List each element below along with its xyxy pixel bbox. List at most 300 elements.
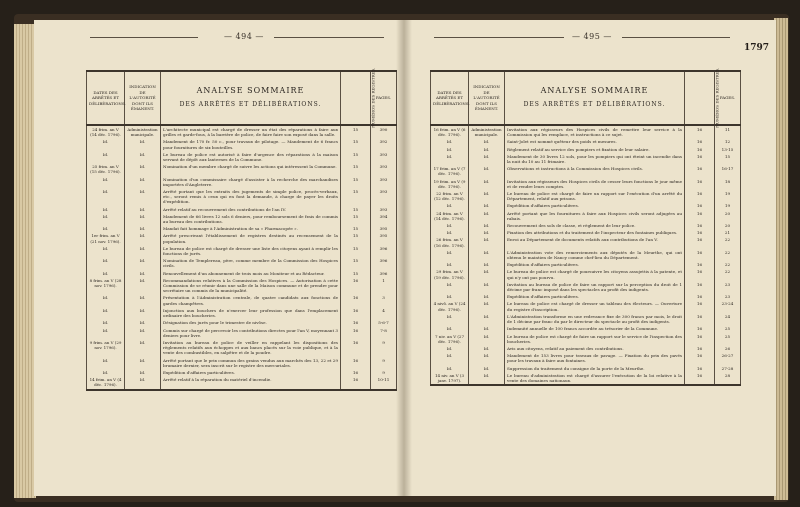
row-date: 19 frim. an V (9 déc. 1796). bbox=[431, 178, 469, 190]
row-numero: 16 bbox=[685, 165, 715, 177]
row-date: Id. bbox=[87, 369, 125, 376]
row-date: Id. bbox=[431, 229, 469, 236]
row-numero: 16 bbox=[685, 365, 715, 372]
row-analysis: Commis sur chargé de percevoir les contributions directes pour l'an V, moyennant 3 deniers pour livre. bbox=[161, 327, 341, 339]
row-analysis: Mandat fait hommage à l'Administration de sa « Pharmacopée ». bbox=[161, 225, 341, 232]
row-authority: Administration municipale. bbox=[125, 125, 161, 138]
row-date: Id. bbox=[431, 261, 469, 268]
analyse-line-2: DES ARRÊTÉS ET DÉLIBÉRATIONS. bbox=[523, 101, 666, 108]
row-numero: 16 bbox=[685, 281, 715, 293]
row-page: 396 bbox=[371, 257, 397, 269]
row-page: 22 bbox=[715, 236, 741, 248]
row-numero: 16 bbox=[341, 319, 371, 326]
row-authority: Id. bbox=[125, 232, 161, 244]
row-analysis: Le bureau d'administration est chargé d'assurer l'exécution de la loi relative à la vente des domaines nationaux. bbox=[505, 372, 685, 385]
table-row bbox=[431, 365, 741, 372]
table-row bbox=[87, 225, 397, 232]
row-page: 13-15 bbox=[715, 146, 741, 153]
row-authority: Id. bbox=[125, 245, 161, 257]
header-rule-right bbox=[274, 37, 384, 38]
row-authority: Id. bbox=[125, 319, 161, 326]
row-authority: Id. bbox=[125, 176, 161, 188]
table-row bbox=[87, 163, 397, 175]
row-numero: 15 bbox=[341, 206, 371, 213]
right-page bbox=[404, 20, 776, 496]
row-page: 23 bbox=[715, 293, 741, 300]
row-page: 16-17 bbox=[715, 165, 741, 177]
row-date: 9 frim. an V (29 nov. 1796). bbox=[87, 339, 125, 357]
row-analysis: Expédition d'affaires particulières. bbox=[505, 202, 685, 209]
row-numero: 16 bbox=[685, 146, 715, 153]
row-date: Id. bbox=[431, 293, 469, 300]
row-numero: 15 bbox=[341, 163, 371, 175]
row-date: Id. bbox=[431, 345, 469, 352]
row-date: Id. bbox=[87, 307, 125, 319]
row-page: 20 bbox=[715, 210, 741, 222]
row-date: Id. bbox=[87, 319, 125, 326]
table-row bbox=[87, 319, 397, 326]
row-numero: 15 bbox=[341, 151, 371, 163]
row-numero: 15 bbox=[341, 245, 371, 257]
row-page: 4 bbox=[371, 307, 397, 319]
right-page-number: — 495 — bbox=[572, 32, 612, 41]
row-page: 9 bbox=[371, 339, 397, 357]
row-analysis: Le bureau de police est autorisé à faire d'urgence des réparations à la maison servant de dépôt aux lanternes de la Commune. bbox=[161, 151, 341, 163]
row-numero: 16 bbox=[341, 307, 371, 319]
row-numero: 16 bbox=[341, 277, 371, 295]
row-date: Id. bbox=[431, 313, 469, 325]
row-numero: 16 bbox=[685, 153, 715, 165]
table-row bbox=[431, 261, 741, 268]
table-row bbox=[87, 294, 397, 306]
row-analysis: Arrêté relatif à la réparation du matériel d'incendie. bbox=[161, 376, 341, 389]
right-register-table bbox=[430, 67, 741, 386]
row-analysis: Règlement relatif au service des pompiers et fixation de leur salaire. bbox=[505, 146, 685, 153]
row-date: 29 frim. an V (19 déc. 1796). bbox=[431, 268, 469, 280]
row-authority: Id. bbox=[469, 325, 505, 332]
row-page: 1 bbox=[371, 277, 397, 295]
row-numero: 16 bbox=[341, 357, 371, 369]
row-analysis: L'architecte municipal est chargé de dresser un état des réparations à faire aux grilles et garde-fous, à la barrière de police, de faire faire son exposé dans la salle. bbox=[161, 125, 341, 138]
row-date: Id. bbox=[431, 281, 469, 293]
row-numero: 15 bbox=[341, 138, 371, 150]
row-analysis: Invitation aux régisseurs des Hospices civils de cesser leurs fonctions le jour même et de rendre leurs comptes. bbox=[505, 178, 685, 190]
table-row bbox=[431, 236, 741, 248]
row-page: 23-24 bbox=[715, 300, 741, 312]
row-date: 1er frim. an V (21 nov. 1796). bbox=[87, 232, 125, 244]
row-date: 14 niv. an V (3 janv. 1797). bbox=[431, 372, 469, 385]
row-page: 9 bbox=[371, 369, 397, 376]
row-numero: 16 bbox=[685, 125, 715, 138]
col-header-dates: DATES DES ARRÊTÉS ET DÉLIBÉRATIONS. bbox=[431, 71, 469, 125]
row-numero: 15 bbox=[341, 176, 371, 188]
row-page: 15 bbox=[715, 153, 741, 165]
row-authority: Id. bbox=[125, 369, 161, 376]
row-page: 393 bbox=[371, 176, 397, 188]
table-row bbox=[431, 190, 741, 202]
row-date: Id. bbox=[87, 357, 125, 369]
row-analysis: Recouvrement des sols de classe, et règlement de leur police. bbox=[505, 222, 685, 229]
row-numero: 16 bbox=[685, 261, 715, 268]
header-rule-left bbox=[90, 37, 198, 38]
table-row bbox=[431, 345, 741, 352]
row-analysis: Mandement de 66 livres 12 sols 6 deniers, pour remboursement de frais de commis au bureau des contributions. bbox=[161, 213, 341, 225]
row-page: 390 bbox=[371, 125, 397, 138]
table-row bbox=[431, 138, 741, 145]
col-header-numeros: NUMÉROS DES REGISTRES. bbox=[685, 71, 715, 125]
row-page: 5-6-7 bbox=[371, 319, 397, 326]
row-date: Id. bbox=[87, 225, 125, 232]
header-rule-left bbox=[434, 37, 564, 38]
col-header-pages: PAGES. bbox=[371, 71, 397, 125]
row-authority: Id. bbox=[125, 376, 161, 389]
row-page: 9 bbox=[371, 357, 397, 369]
col-header-pages: PAGES. bbox=[715, 71, 741, 125]
row-date: 26 frim. an V (16 déc. 1796). bbox=[431, 236, 469, 248]
row-authority: Id. bbox=[125, 163, 161, 175]
row-numero: 16 bbox=[685, 268, 715, 280]
table-row bbox=[87, 257, 397, 269]
row-authority: Id. bbox=[125, 138, 161, 150]
row-numero: 16 bbox=[685, 372, 715, 385]
analyse-line-2: DES ARRÊTÉS ET DÉLIBÉRATIONS. bbox=[179, 101, 322, 108]
analyse-line-1: ANALYSE SOMMAIRE bbox=[196, 86, 305, 95]
col-header-analyse bbox=[505, 71, 685, 125]
row-numero: 16 bbox=[341, 376, 371, 389]
row-numero: 16 bbox=[341, 294, 371, 306]
left-page-number: — 494 — bbox=[224, 32, 264, 41]
row-page: 393 bbox=[371, 188, 397, 206]
row-numero: 15 bbox=[341, 125, 371, 138]
table-row bbox=[87, 277, 397, 295]
row-numero: 16 bbox=[341, 327, 371, 339]
row-authority: Id. bbox=[469, 229, 505, 236]
table-row bbox=[431, 210, 741, 222]
table-row bbox=[431, 165, 741, 177]
table-row bbox=[87, 376, 397, 389]
row-page: 24 bbox=[715, 313, 741, 325]
col-header-indication: INDICATION DE L'AUTORITÉ DONT ILS ÉMANENT. bbox=[125, 71, 161, 125]
table-row bbox=[87, 206, 397, 213]
table-row bbox=[431, 229, 741, 236]
row-analysis: Arrêté relatif au recouvrement des contributions de l'an IV. bbox=[161, 206, 341, 213]
row-authority: Id. bbox=[125, 327, 161, 339]
row-date: 4 nivô. an V (24 déc. 1796). bbox=[431, 300, 469, 312]
row-date: 24 frim. an V (14 déc. 1796). bbox=[431, 210, 469, 222]
row-page: 26 bbox=[715, 345, 741, 352]
row-analysis: Invitation au bureau de police de faire un rapport sur la perception du droit de 1 décime par franc imposé dans les spectacles au profit des indigents. bbox=[505, 281, 685, 293]
sheet-number: 1797 bbox=[744, 43, 770, 53]
row-page: 7-8 bbox=[371, 327, 397, 339]
row-authority: Administration municipale. bbox=[469, 125, 505, 138]
table-row bbox=[431, 222, 741, 229]
row-analysis: Arrêté prescrivant l'établissement de registres destinés au recensement de la population. bbox=[161, 232, 341, 244]
row-analysis: Le bureau de police est chargé de faire un rapport sur le service de l'inspection des boucheries. bbox=[505, 333, 685, 345]
row-numero: 15 bbox=[341, 270, 371, 277]
table-row bbox=[431, 202, 741, 209]
row-page: 393 bbox=[371, 206, 397, 213]
table-row bbox=[87, 151, 397, 163]
row-numero: 16 bbox=[685, 222, 715, 229]
row-analysis: Désignation des jurés pour le trimestre de nivôse. bbox=[161, 319, 341, 326]
table-row bbox=[431, 268, 741, 280]
row-analysis: Fixation des attributions et du traitement de l'inspecteur des fontaines publiques. bbox=[505, 229, 685, 236]
row-numero: 16 bbox=[685, 202, 715, 209]
row-numero: 15 bbox=[341, 188, 371, 206]
row-date: 25 frim. an V (15 déc. 1796). bbox=[87, 163, 125, 175]
table-row bbox=[431, 249, 741, 261]
row-authority: Id. bbox=[469, 281, 505, 293]
row-authority: Id. bbox=[469, 333, 505, 345]
row-date: 22 frim. an V (12 déc. 1796). bbox=[431, 190, 469, 202]
row-numero: 16 bbox=[685, 325, 715, 332]
row-page: 3 bbox=[371, 294, 397, 306]
table-row bbox=[431, 146, 741, 153]
row-analysis: Arrêté portant que le prix commun des grains vendus aux marchés des 13, 22 et 29 brumaire dernier, sera inscrit sur le registre des mercuriales. bbox=[161, 357, 341, 369]
row-page: 23 bbox=[715, 281, 741, 293]
row-authority: Id. bbox=[125, 206, 161, 213]
row-authority: Id. bbox=[125, 270, 161, 277]
table-row bbox=[87, 357, 397, 369]
row-numero: 16 bbox=[685, 333, 715, 345]
table-row bbox=[431, 293, 741, 300]
row-numero: 16 bbox=[685, 236, 715, 248]
row-page: 28 bbox=[715, 372, 741, 385]
row-authority: Id. bbox=[125, 294, 161, 306]
table-row bbox=[87, 138, 397, 150]
row-numero: 16 bbox=[685, 249, 715, 261]
col-header-analyse bbox=[161, 71, 341, 125]
row-analysis: L'Administration vote des remerciements aux députés de la Meurthe, qui ont obtenu le maintien de Nancy comme chef-lieu du Département. bbox=[505, 249, 685, 261]
row-page: 26-27 bbox=[715, 352, 741, 364]
row-numero: 16 bbox=[685, 313, 715, 325]
table-row bbox=[87, 176, 397, 188]
row-authority: Id. bbox=[469, 222, 505, 229]
row-page: 19 bbox=[715, 190, 741, 202]
row-analysis: Arrêté portant que les fournitures à faire aux Hospices civils seront adjugées au rabais. bbox=[505, 210, 685, 222]
row-analysis: Mandement de 170 fr. 50 c., pour travaux de pilotage. — Mandement de 6 francs pour fournitures de six bouteilles. bbox=[161, 138, 341, 150]
row-date: Id. bbox=[431, 146, 469, 153]
row-date: Id. bbox=[431, 325, 469, 332]
row-analysis: Renouvellement d'un abonnement de trois mois au Moniteur et au Rédacteur. bbox=[161, 270, 341, 277]
table-row bbox=[87, 369, 397, 376]
row-page: 12 bbox=[715, 138, 741, 145]
row-numero: 16 bbox=[685, 190, 715, 202]
row-authority: Id. bbox=[469, 153, 505, 165]
row-page: 21 bbox=[715, 229, 741, 236]
table-row bbox=[87, 327, 397, 339]
row-authority: Id. bbox=[469, 313, 505, 325]
row-authority: Id. bbox=[125, 151, 161, 163]
row-page: 11 bbox=[715, 125, 741, 138]
row-authority: Id. bbox=[469, 146, 505, 153]
table-row bbox=[87, 270, 397, 277]
row-numero: 16 bbox=[685, 352, 715, 364]
row-authority: Id. bbox=[469, 352, 505, 364]
table-row bbox=[87, 213, 397, 225]
row-page: 22 bbox=[715, 261, 741, 268]
header-rule-right bbox=[622, 37, 730, 38]
row-analysis: Expédition d'affaires particulières. bbox=[505, 261, 685, 268]
row-date: 17 frim. an V (7 déc. 1796). bbox=[431, 165, 469, 177]
row-date: Id. bbox=[431, 153, 469, 165]
row-page: 27-28 bbox=[715, 365, 741, 372]
row-authority: Id. bbox=[469, 236, 505, 248]
row-date: 16 frim. an V (6 déc. 1796). bbox=[431, 125, 469, 138]
table-row bbox=[431, 281, 741, 293]
row-date: Id. bbox=[431, 222, 469, 229]
row-numero: 16 bbox=[341, 369, 371, 376]
analyse-line-1: ANALYSE SOMMAIRE bbox=[540, 86, 649, 95]
row-date: Id. bbox=[431, 352, 469, 364]
row-date: Id. bbox=[87, 151, 125, 163]
table-row bbox=[87, 188, 397, 206]
row-authority: Id. bbox=[469, 210, 505, 222]
row-analysis: Nomination de Templereau, père, comme membre de la Commission des Hospices civils. bbox=[161, 257, 341, 269]
row-numero: 16 bbox=[341, 339, 371, 357]
row-page: 396 bbox=[371, 245, 397, 257]
left-page bbox=[34, 20, 405, 496]
row-date: Id. bbox=[87, 176, 125, 188]
row-page: 394 bbox=[371, 213, 397, 225]
row-date: Id. bbox=[431, 138, 469, 145]
row-analysis: Injonction aux bouchers de n'exercer leur profession que dans l'emplacement ordinaire des boucheries. bbox=[161, 307, 341, 319]
row-analysis: Observations et instructions à la Commission des Hospices civils. bbox=[505, 165, 685, 177]
row-numero: 15 bbox=[341, 257, 371, 269]
row-analysis: Le bureau de police est chargé de dresser une liste des citoyens ayant à remplir les fonctions de jurés. bbox=[161, 245, 341, 257]
table-row bbox=[87, 232, 397, 244]
table-row bbox=[431, 352, 741, 364]
row-analysis: Le bureau de police est chargé de faire un rapport sur l'exécution d'un arrêté du Département, relatif aux prisons. bbox=[505, 190, 685, 202]
row-analysis: Présentation à l'Administration centrale, de quatre candidats aux fonctions de gardes champêtres. bbox=[161, 294, 341, 306]
row-numero: 16 bbox=[685, 345, 715, 352]
row-analysis: Indemnité annuelle de 100 francs accordée au trésorier de la Commune. bbox=[505, 325, 685, 332]
row-page: 392 bbox=[371, 138, 397, 150]
row-date: 24 frim. an V (14 déc. 1796). bbox=[87, 125, 125, 138]
row-numero: 16 bbox=[685, 178, 715, 190]
table-row bbox=[431, 372, 741, 385]
row-numero: 15 bbox=[341, 232, 371, 244]
table-row bbox=[431, 333, 741, 345]
table-row bbox=[87, 339, 397, 357]
row-page: 25 bbox=[715, 333, 741, 345]
row-authority: Id. bbox=[469, 268, 505, 280]
row-date: 14 frim. an V (4 déc. 1796). bbox=[87, 376, 125, 389]
row-numero: 16 bbox=[685, 300, 715, 312]
row-page: 10-11 bbox=[371, 376, 397, 389]
row-date: Id. bbox=[87, 270, 125, 277]
table-row bbox=[431, 125, 741, 138]
table-row bbox=[431, 313, 741, 325]
row-date: Id. bbox=[87, 327, 125, 339]
table-row bbox=[87, 245, 397, 257]
row-analysis: Mandement de 153 livres pour travaux de pavage. — Fixation du prix des pavés pour les travaux à faire aux fontaines. bbox=[505, 352, 685, 364]
row-page: 396 bbox=[371, 270, 397, 277]
row-analysis: Arrêté portant que les extraits des jugements de simple police, procès-verbaux, etc., seront remis à ceux qui en font la demande, à charge de payer les droits d'expédition. bbox=[161, 188, 341, 206]
row-date: Id. bbox=[431, 249, 469, 261]
row-authority: Id. bbox=[469, 190, 505, 202]
row-authority: Id. bbox=[125, 277, 161, 295]
table-row bbox=[431, 153, 741, 165]
col-header-numeros: NUMÉROS DES REGISTRES. bbox=[341, 71, 371, 125]
row-date: 8 frim. an V (28 nov. 1796). bbox=[87, 277, 125, 295]
row-date: Id. bbox=[87, 257, 125, 269]
row-analysis: Saint-Jolet est nommé quêteur des poids et mesures. bbox=[505, 138, 685, 145]
row-authority: Id. bbox=[469, 345, 505, 352]
row-analysis: Expédition d'affaires particulières. bbox=[505, 293, 685, 300]
table-row bbox=[87, 125, 397, 138]
row-page: 393 bbox=[371, 163, 397, 175]
row-authority: Id. bbox=[469, 202, 505, 209]
row-date: Id. bbox=[87, 294, 125, 306]
row-numero: 16 bbox=[685, 138, 715, 145]
row-authority: Id. bbox=[469, 261, 505, 268]
row-authority: Id. bbox=[125, 225, 161, 232]
row-analysis: L'Administration transforme en une redevance fixe de 300 francs par mois, le droit de 1 décime par franc du par le directeur du spectacle au profit des indigents. bbox=[505, 313, 685, 325]
row-authority: Id. bbox=[469, 300, 505, 312]
row-page: 395 bbox=[371, 232, 397, 244]
row-authority: Id. bbox=[125, 307, 161, 319]
row-numero: 15 bbox=[341, 213, 371, 225]
row-analysis: Invitation au bureau de police de veiller en rappelant les dispositions des règlements relatifs aux échoppes et aux bancs placés sur la voie publique, et à la vente des combustibles, en salpêtre et de la poudre. bbox=[161, 339, 341, 357]
row-numero: 15 bbox=[341, 225, 371, 232]
row-date: 7 niv. an V (27 déc. 1796). bbox=[431, 333, 469, 345]
col-header-dates: DATES DES ARRÊTÉS ET DÉLIBÉRATIONS. bbox=[87, 71, 125, 125]
table-row bbox=[431, 178, 741, 190]
row-analysis: Invitation aux régisseurs des Hospices civils de remettre leur service à la Commission qui les remplace, et instructions à ce sujet. bbox=[505, 125, 685, 138]
row-analysis: Recommandations relatives à la Commission des Hospices. — Autorisation à cette Commission de se réunir dans une salle de la Maison commune et de prendre pour secrétaire un commis de la municipalité. bbox=[161, 277, 341, 295]
row-analysis: Expédition d'affaires particulières. bbox=[161, 369, 341, 376]
row-date: Id. bbox=[431, 202, 469, 209]
row-analysis: Suppression du traitement du consigne de la porte de la Meurthe. bbox=[505, 365, 685, 372]
col-header-indication: INDICATION DE L'AUTORITÉ DONT ILS ÉMANENT. bbox=[469, 71, 505, 125]
row-numero: 16 bbox=[685, 210, 715, 222]
row-date: Id. bbox=[87, 206, 125, 213]
row-authority: Id. bbox=[125, 213, 161, 225]
row-analysis: Le bureau de police est chargé de poursuivre les citoyens assujettis à la patente, et qui n'y ont pas pourvu. bbox=[505, 268, 685, 280]
row-page: 25 bbox=[715, 325, 741, 332]
row-page: 19 bbox=[715, 202, 741, 209]
row-authority: Id. bbox=[469, 249, 505, 261]
row-analysis: Avis aux citoyens, relatif au paiement des contributions. bbox=[505, 345, 685, 352]
row-authority: Id. bbox=[469, 293, 505, 300]
row-authority: Id. bbox=[469, 165, 505, 177]
row-analysis: Le bureau de police est chargé de dresser un tableau des électeurs. — Ouverture du registre d'inscription. bbox=[505, 300, 685, 312]
row-analysis: Envoi au Département de documents relatifs aux contributions de l'an V. bbox=[505, 236, 685, 248]
row-date: Id. bbox=[87, 188, 125, 206]
row-date: Id. bbox=[431, 365, 469, 372]
table-row bbox=[87, 307, 397, 319]
left-header-row bbox=[87, 71, 397, 125]
table-row bbox=[431, 300, 741, 312]
page-edges-left bbox=[14, 24, 36, 498]
row-analysis: Mandement de 30 livres 12 sols, pour les pompiers qui ont éteint un incendie dans la nuit du 10 au 11 frimaire. bbox=[505, 153, 685, 165]
row-authority: Id. bbox=[469, 138, 505, 145]
row-page: 393 bbox=[371, 151, 397, 163]
right-header-row bbox=[431, 71, 741, 125]
row-authority: Id. bbox=[125, 257, 161, 269]
row-analysis: Nomination d'un membre chargé de suivre les actions qui intéressent la Commune. bbox=[161, 163, 341, 175]
row-authority: Id. bbox=[125, 357, 161, 369]
row-authority: Id. bbox=[125, 339, 161, 357]
row-page: 20 bbox=[715, 222, 741, 229]
row-numero: 16 bbox=[685, 293, 715, 300]
page-edges-right bbox=[774, 18, 788, 500]
row-authority: Id. bbox=[125, 188, 161, 206]
row-authority: Id. bbox=[469, 372, 505, 385]
row-analysis: Nomination d'un commissaire chargé d'assister à la recherche des marchandises importées d'Angleterre. bbox=[161, 176, 341, 188]
table-row bbox=[431, 325, 741, 332]
